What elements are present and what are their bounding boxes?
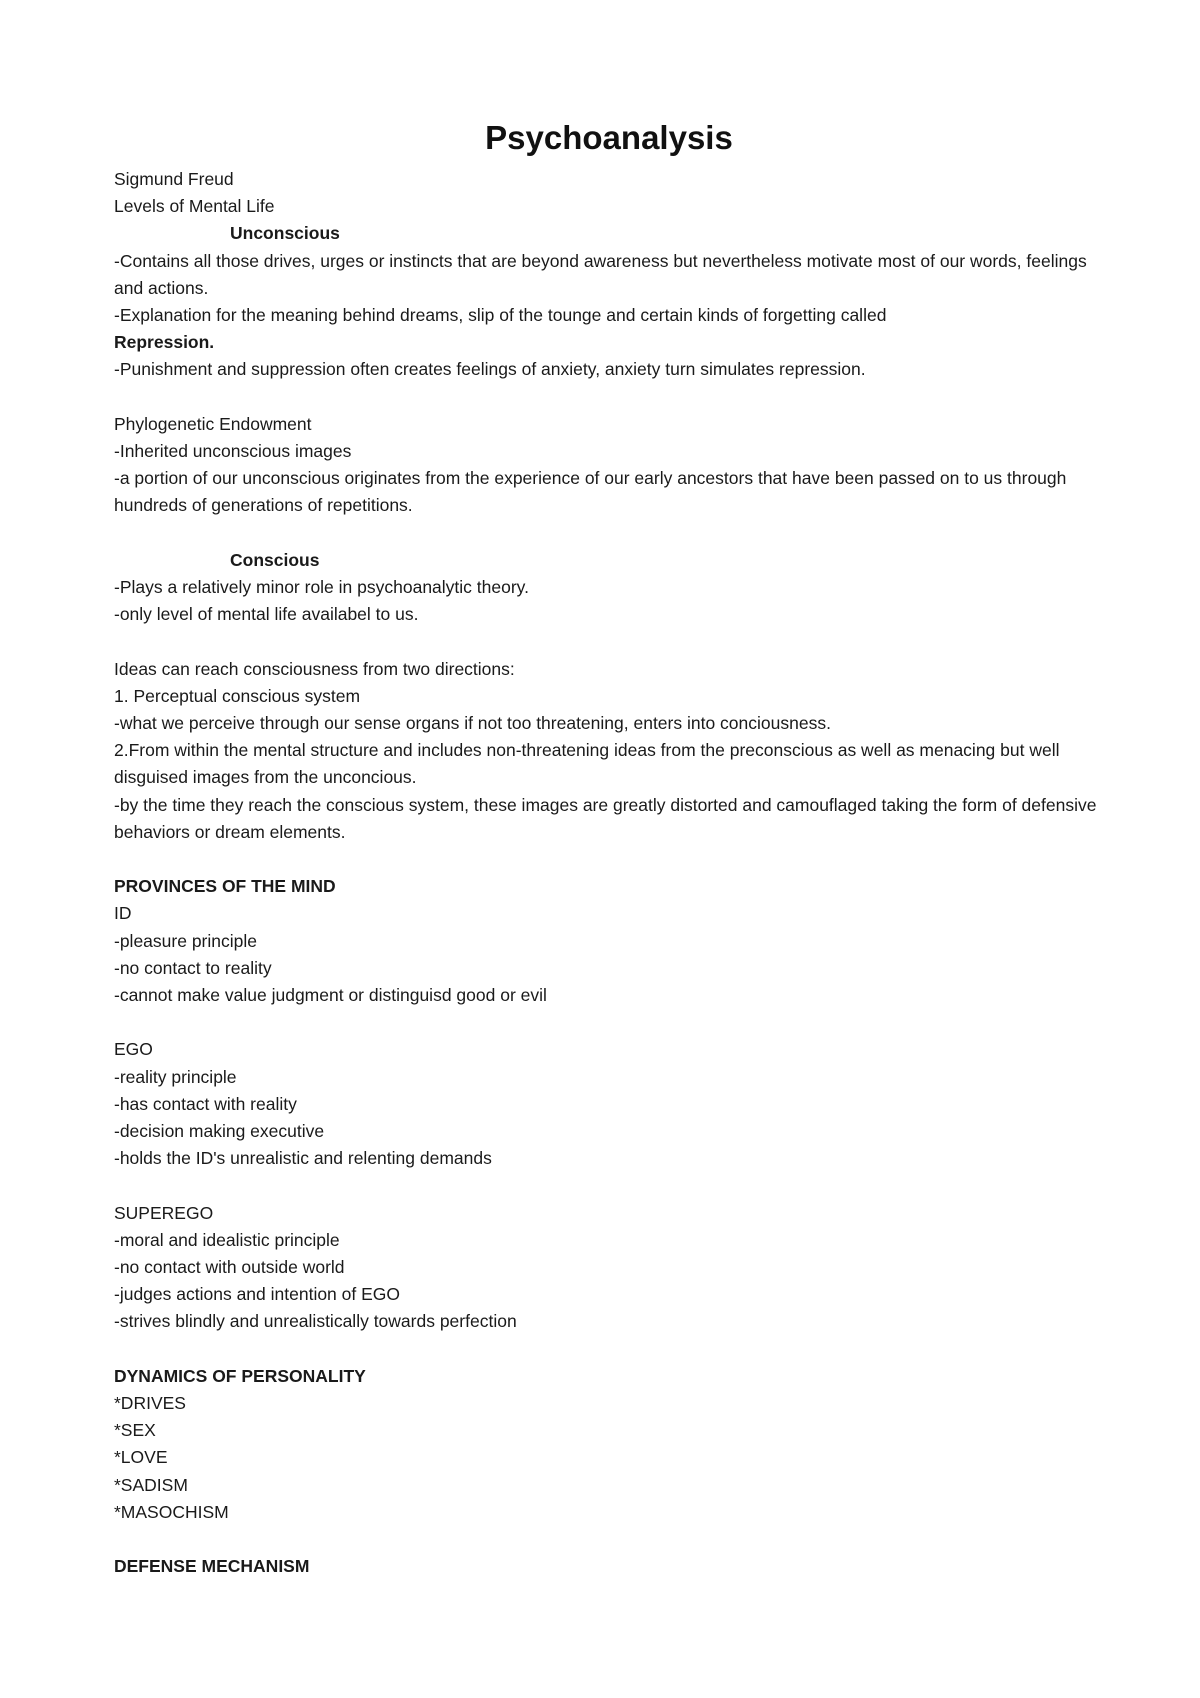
spacer [114, 846, 1104, 873]
repression-term: Repression. [114, 332, 215, 353]
conscious-heading: Conscious [230, 549, 320, 570]
ego-line: -reality principle [114, 1066, 237, 1087]
dynamics-item: *SEX [114, 1420, 156, 1441]
spacer [114, 1526, 1104, 1553]
spacer [114, 1172, 1104, 1199]
ideas-line: 1. Perceptual conscious system [114, 685, 361, 706]
spacer [114, 384, 1104, 411]
superego-line: -judges actions and intention of EGO [114, 1284, 401, 1305]
superego-line: -no contact with outside world [114, 1257, 345, 1278]
dynamics-item: *SADISM [114, 1474, 188, 1495]
document-title: Psychoanalysis [485, 119, 733, 156]
ideas-line: Ideas can reach consciousness from two directions: [114, 658, 515, 679]
dynamics-heading: DYNAMICS OF PERSONALITY [114, 1365, 366, 1386]
provinces-heading: PROVINCES OF THE MIND [114, 876, 336, 897]
dynamics-item: *DRIVES [114, 1393, 186, 1414]
dynamics-item: *LOVE [114, 1447, 168, 1468]
spacer [114, 1336, 1104, 1363]
phylogenetic-heading: Phylogenetic Endowment [114, 413, 312, 434]
conscious-line: -Plays a relatively minor role in psychoanalytic theory. [114, 577, 529, 598]
document-body [114, 116, 1104, 1580]
ideas-line: 2.From within the mental structure and includes non-threatening ideas from the preconscious as well as menacing but well disguised images from the unconcious. [114, 740, 1060, 788]
spacer [114, 520, 1104, 547]
unconscious-line: -Contains all those drives, urges or instincts that are beyond awareness but nevertheless motivate most of our words, feelings and actions. [114, 250, 1087, 298]
ideas-line: -what we perceive through our sense organs if not too threatening, enters into conciousness. [114, 713, 831, 734]
levels-heading: Levels of Mental Life [114, 196, 275, 217]
defense-heading: DEFENSE MECHANISM [114, 1556, 310, 1577]
id-line: -no contact to reality [114, 957, 272, 978]
unconscious-line: -Explanation for the meaning behind dreams, slip of the tounge and certain kinds of forgetting called [114, 305, 887, 326]
unconscious-heading: Unconscious [230, 223, 340, 244]
id-line: -cannot make value judgment or distinguisd good or evil [114, 985, 547, 1006]
spacer [114, 1009, 1104, 1036]
ideas-line: -by the time they reach the conscious system, these images are greatly distorted and camouflaged taking the form of defensive behaviors or dream elements. [114, 794, 1097, 842]
id-heading: ID [114, 903, 132, 924]
ego-line: -holds the ID's unrealistic and relenting demands [114, 1148, 492, 1169]
ego-line: -has contact with reality [114, 1093, 297, 1114]
superego-line: -moral and idealistic principle [114, 1229, 340, 1250]
unconscious-line: -Punishment and suppression often creates feelings of anxiety, anxiety turn simulates repression. [114, 359, 866, 380]
phylogenetic-line: -Inherited unconscious images [114, 441, 352, 462]
dynamics-item: *MASOCHISM [114, 1501, 229, 1522]
superego-heading: SUPEREGO [114, 1202, 214, 1223]
id-line: -pleasure principle [114, 930, 257, 951]
spacer [114, 628, 1104, 655]
conscious-line: -only level of mental life availabel to us. [114, 604, 419, 625]
superego-line: -strives blindly and unrealistically towards perfection [114, 1311, 517, 1332]
phylogenetic-line: -a portion of our unconscious originates from the experience of our early ancestors that have been passed on to us through hundreds of generations of repetitions. [114, 468, 1067, 516]
ego-line: -decision making executive [114, 1121, 325, 1142]
author-name: Sigmund Freud [114, 169, 234, 189]
ego-heading: EGO [114, 1039, 153, 1060]
